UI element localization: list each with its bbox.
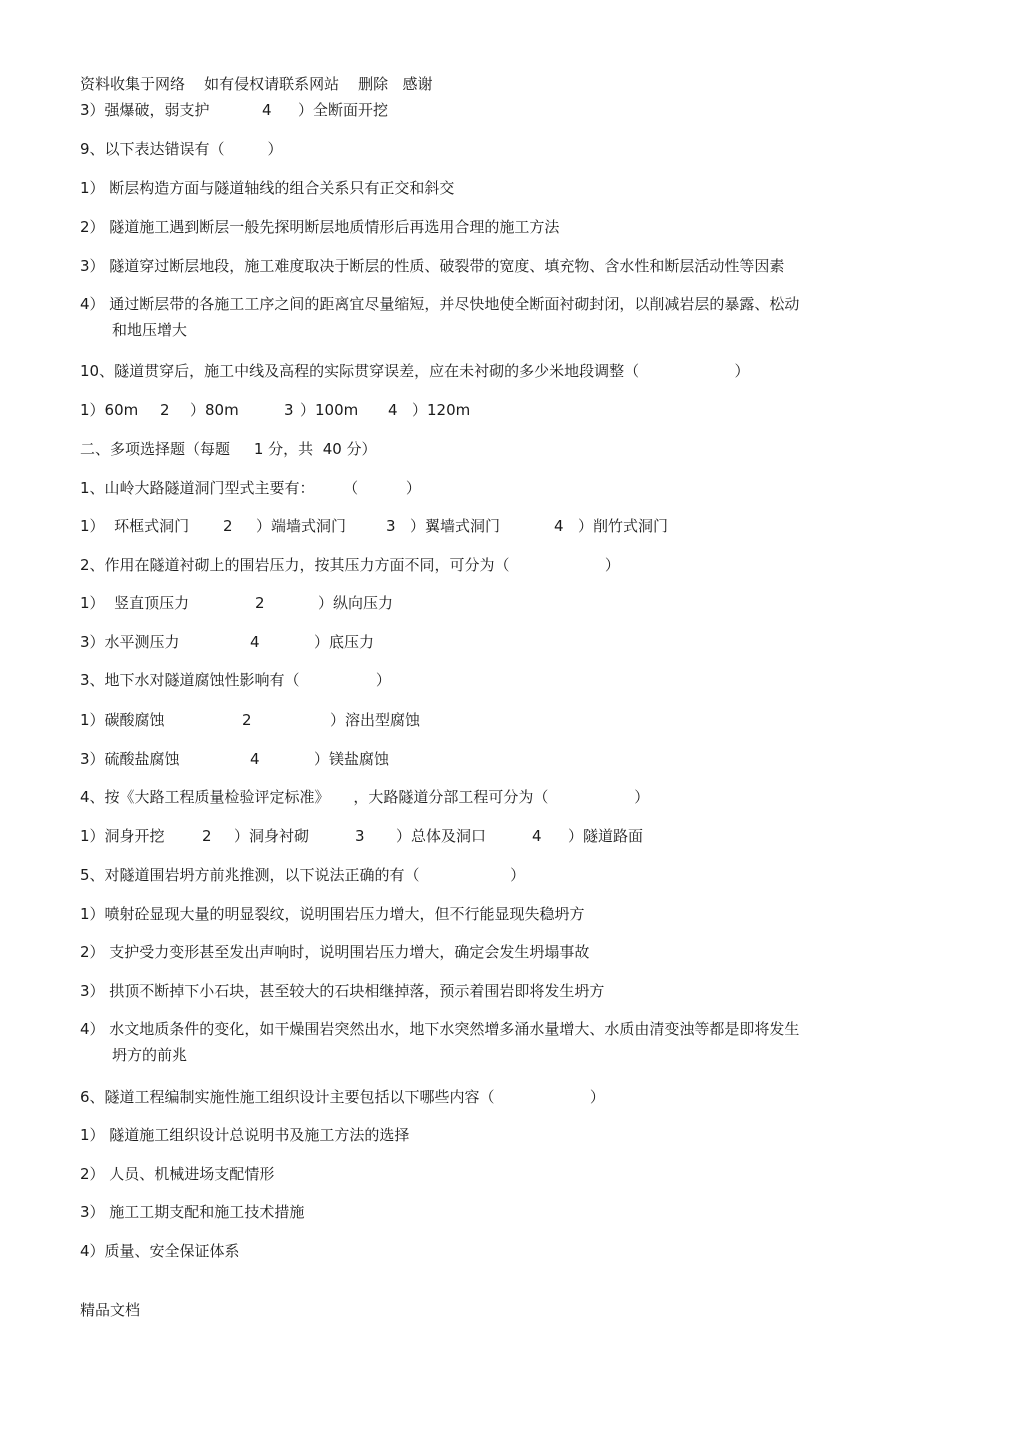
q10-option-4-number: 4 [388,401,398,419]
m4-option-4: ）隧道路面 [568,827,644,845]
m5-option-4-cont: 坍方的前兆 [112,1046,188,1064]
m2-option-1: 1） 竖直顶压力 [80,594,190,612]
q10-option-1: 1）60m [80,401,139,419]
m1-option-3: ）翼墙式洞门 [410,517,501,535]
m6-option-1: 1） 隧道施工组织设计总说明书及施工方法的选择 [80,1126,410,1144]
m1-option-4-number: 4 [554,517,564,535]
q9-option-4-cont: 和地压增大 [112,321,188,339]
q10-option-3-number: 3 [284,401,294,419]
q10-option-2: ）80m [190,401,239,419]
m4-option-3: ）总体及洞口 [396,827,487,845]
m1-option-3-number: 3 [386,517,396,535]
m6-option-4: 4）质量、安全保证体系 [80,1242,240,1260]
m4-option-1: 1）洞身开挖 [80,827,165,845]
m1-option-4: ）削竹式洞门 [578,517,669,535]
m2-option-2: ）纵向压力 [318,594,394,612]
q10-option-2-number: 2 [160,401,170,419]
m5-option-1: 1）喷射砼显现大量的明显裂纹，说明围岩压力增大，但不行能显现失稳坍方 [80,905,585,923]
m6-stem: 6、隧道工程编制实施性施工组织设计主要包括以下哪些内容（ ） [80,1088,605,1106]
m3-option-1: 1）碳酸腐蚀 [80,711,165,729]
m6-option-3: 3） 施工工期支配和施工技术措施 [80,1203,305,1221]
m5-stem: 5、对隧道围岩坍方前兆推测，以下说法正确的有（ ） [80,866,526,884]
q9-option-3: 3） 隧道穿过断层地段，施工难度取决于断层的性质、破裂带的宽度、填充物、含水性和断层活动性等因素 [80,257,785,275]
page-footer: 精品文档 [80,1301,141,1319]
q10-option-3: ）100m [300,401,359,419]
m5-option-2: 2） 支护受力变形甚至发出声响时，说明围岩压力增大，确定会发生坍塌事故 [80,943,590,961]
m1-option-2-number: 2 [223,517,233,535]
m2-option-3: 3）水平测压力 [80,633,180,651]
m2-option-4-number: 4 [250,633,260,651]
m4-stem: 4、按《大路工程质量检验评定标准》 ，大路隧道分部工程可分为（ ） [80,788,650,806]
m4-option-4-number: 4 [532,827,542,845]
q9-option-1: 1） 断层构造方面与隧道轴线的组合关系只有正交和斜交 [80,179,455,197]
m1-option-1: 1） 环框式洞门 [80,517,190,535]
page-header: 资料收集于网络 如有侵权请联系网站 删除 感谢 [80,75,433,93]
m5-option-4: 4） 水文地质条件的变化，如干燥围岩突然出水，地下水突然增多涌水量增大、水质由清变浊等都是即将发生 [80,1020,800,1038]
m3-option-4: ）镁盐腐蚀 [314,750,390,768]
m3-stem: 3、地下水对隧道腐蚀性影响有（ ） [80,671,391,689]
m3-option-2: ）溶出型腐蚀 [330,711,421,729]
q10-option-4: ）120m [412,401,471,419]
m6-option-2: 2） 人员、机械进场支配情形 [80,1165,275,1183]
m3-option-4-number: 4 [250,750,260,768]
m2-option-2-number: 2 [255,594,265,612]
q8-option-4-number: 4 [262,101,272,119]
m1-stem: 1、山岭大路隧道洞门型式主要有： （ ） [80,479,421,497]
m2-stem: 2、作用在隧道衬砌上的围岩压力，按其压力方面不同，可分为（ ） [80,556,620,574]
m3-option-2-number: 2 [242,711,252,729]
m4-option-2: ）洞身衬砌 [234,827,310,845]
q9-stem: 9、以下表达错误有（ ） [80,140,283,158]
q8-option-4: ）全断面开挖 [298,101,389,119]
section-heading: 二、多项选择题（每题 1 分，共 40 分） [80,440,377,458]
m4-option-3-number: 3 [355,827,365,845]
q10-stem: 10、隧道贯穿后，施工中线及高程的实际贯穿误差，应在未衬砌的多少米地段调整（ ） [80,362,750,380]
m3-option-3: 3）硫酸盐腐蚀 [80,750,180,768]
q9-option-4: 4） 通过断层带的各施工工序之间的距离宜尽量缩短，并尽快地使全断面衬砌封闭，以削减岩层的暴露、松动 [80,295,800,313]
m5-option-3: 3） 拱顶不断掉下小石块，甚至较大的石块相继掉落，预示着围岩即将发生坍方 [80,982,605,1000]
q9-option-2: 2） 隧道施工遇到断层一般先探明断层地质情形后再选用合理的施工方法 [80,218,560,236]
m1-option-2: ）端墙式洞门 [256,517,347,535]
m4-option-2-number: 2 [202,827,212,845]
m2-option-4: ）底压力 [314,633,375,651]
q8-option-3: 3）强爆破，弱支护 [80,101,210,119]
